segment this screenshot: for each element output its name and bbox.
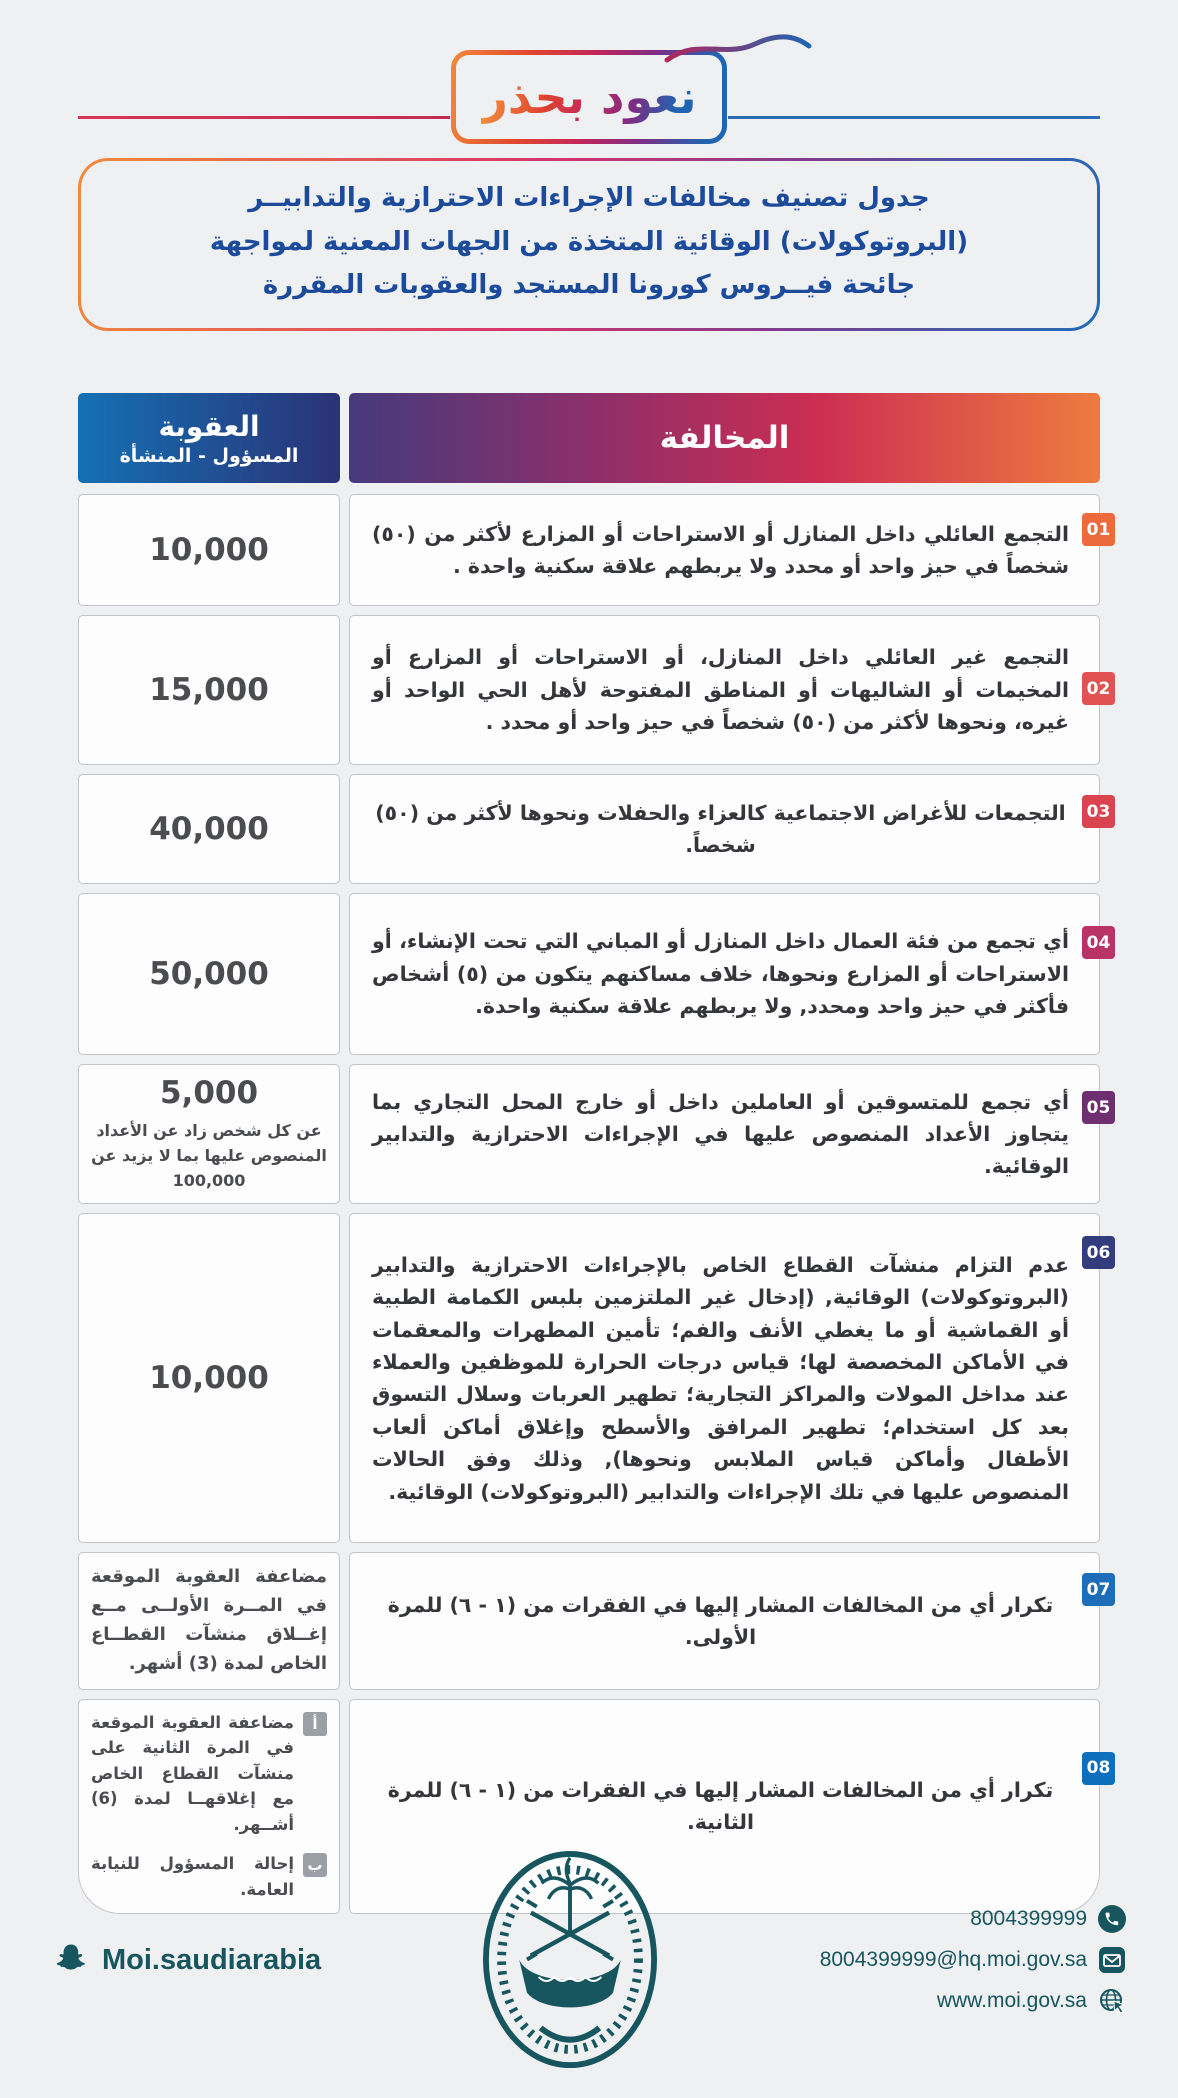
table-row bbox=[78, 494, 1111, 606]
penalty-item-text: إحالة المسؤول للنيابة العامة. bbox=[91, 1854, 294, 1899]
email-line bbox=[820, 1946, 1126, 1974]
table-header bbox=[78, 393, 1100, 483]
violations-table bbox=[78, 393, 1111, 1914]
violation-text: التجمعات للأغراض الاجتماعية كالعزاء والحفلات ونحوها لأكثر من (٥٠) شخصاً. bbox=[375, 800, 1066, 858]
website-line bbox=[820, 1987, 1126, 2015]
snapchat-icon bbox=[52, 1941, 90, 1979]
letter-badge-a: أ bbox=[303, 1712, 327, 1736]
table-row bbox=[78, 1213, 1111, 1543]
row-number-badge: 03 bbox=[1082, 795, 1115, 828]
violation-cell bbox=[349, 494, 1111, 606]
penalty-note: عن كل شخص زاد عن الأعداد المنصوص عليها بما لا يزيد عن 100,000 bbox=[91, 1121, 327, 1190]
contact-block bbox=[820, 1905, 1126, 2015]
violation-cell bbox=[349, 1552, 1111, 1689]
violation-cell bbox=[349, 1213, 1111, 1543]
row-number-badge: 02 bbox=[1082, 672, 1115, 705]
row-number-badge: 01 bbox=[1082, 513, 1115, 546]
campaign-logo-text: نعود بحذر bbox=[481, 70, 697, 124]
violation-text: أي تجمع من فئة العمال داخل المنازل أو المباني التي تحت الإنشاء، أو الاستراحات أو المزارع ونحوها، خلاف مساكنهم يتكون من (٥) أشخاص فأكثر في حيز واحد ومحدد, ولا يربطهم علاقة سكنية واحدة. bbox=[372, 929, 1069, 1019]
email-icon bbox=[1098, 1946, 1126, 1974]
penalty-item-a bbox=[91, 1710, 327, 1838]
penalty-header-title: العقوبة bbox=[158, 409, 260, 443]
table-row bbox=[78, 1552, 1111, 1689]
table-row bbox=[78, 774, 1111, 884]
penalty-amount: 10,000 bbox=[149, 1360, 269, 1397]
snapchat-handle: Moi.saudiarabia bbox=[102, 1943, 322, 1976]
violation-text: تكرار أي من المخالفات المشار إليها في الفقرات من (١ - ٦) للمرة الثانية. bbox=[387, 1777, 1054, 1835]
penalty-header-subtitle: المسؤول - المنشأة bbox=[119, 444, 299, 467]
violation-text: تكرار أي من المخالفات المشار إليها في الفقرات من (١ - ٦) للمرة الأولى. bbox=[387, 1592, 1054, 1649]
globe-cursor-icon bbox=[1098, 1987, 1126, 2015]
title-line-3: جائحة فيــروس كورونا المستجد والعقوبات المقررة bbox=[262, 270, 916, 301]
moi-emblem bbox=[478, 1850, 663, 2070]
phone-number: 8004399999 bbox=[970, 1907, 1087, 1930]
email-address: 8004399999@hq.moi.gov.sa bbox=[819, 1948, 1087, 1971]
footer bbox=[0, 1850, 1178, 2070]
penalty-amount: 40,000 bbox=[149, 811, 269, 848]
violation-text: أي تجمع للمتسوقين أو العاملين داخل أو خارج المحل التجاري بما يتجاوز الأعداد المنصوص عليها في الإجراءات الاحترازية والتدابير الوقائية. bbox=[372, 1089, 1069, 1179]
penalty-amount: 50,000 bbox=[149, 956, 269, 993]
penalty-cell bbox=[78, 1552, 340, 1689]
violation-cell bbox=[349, 615, 1111, 765]
row-number-badge: 05 bbox=[1082, 1091, 1115, 1124]
swoosh-flourish-icon bbox=[663, 34, 813, 68]
logo-line-left-decor bbox=[78, 116, 450, 119]
campaign-logo bbox=[78, 50, 1100, 146]
title-line-2: (البروتوكولات) الوقائية المتخذة من الجهات المعنية لمواجهة bbox=[209, 226, 969, 257]
penalty-amount: 10,000 bbox=[149, 532, 269, 569]
violation-text: التجمع غير العائلي داخل المنازل، أو الاستراحات أو المزارع أو المخيمات أو الشاليهات أو المناطق المفتوحة لأهل الحي الواحد أو غيره، ونحوها لأكثر من (٥٠) شخصاً في حيز واحد أو محدد . bbox=[372, 645, 1069, 735]
row-number-badge: 04 bbox=[1082, 926, 1115, 959]
penalty-cell bbox=[78, 494, 340, 606]
title-line-1: جدول تصنيف مخالفات الإجراءات الاحترازية والتدابيــر bbox=[248, 183, 930, 213]
violation-text: عدم التزام منشآت القطاع الخاص بالإجراءات الاحترازية والتدابير (البروتوكولات) الوقائية, (إدخال غير الملتزمين بلبس الكمامة الطبية أو القماشية أو ما يغطي الأنف والفم؛ تأمين المطهرات والمعقمات في الأماكن المخصصة لها؛ قياس درجات الحرارة للموظفين والعملاء عند مداخل المولات والمراكز التجارية؛ تطهير العربات وسلال التسوق بعد كل استخدام؛ تطهير المرافق والأسطح وإغلاق أماكن ألعاب الأطفال وأماكن قياس الملابس ونحوها), وذلك وفق الحالات المنصوص عليها في تلك الإجراءات والتدابير (البروتوكولات) الوقائية. bbox=[372, 1252, 1069, 1504]
website-url: www.moi.gov.sa bbox=[936, 1989, 1087, 2012]
table-row bbox=[78, 893, 1111, 1055]
logo-line-right-decor bbox=[728, 116, 1100, 119]
row-number-badge: 08 bbox=[1082, 1752, 1115, 1785]
penalty-cell bbox=[78, 774, 340, 884]
penalty-cell bbox=[78, 1213, 340, 1543]
row-number-badge: 06 bbox=[1082, 1236, 1115, 1269]
penalty-cell bbox=[78, 1064, 340, 1204]
penalty-cell bbox=[78, 893, 340, 1055]
penalty-cell bbox=[78, 615, 340, 765]
penalty-text: مضاعفة العقوبة الموقعة في المــرة الأولــى مــع إغــلاق منشآت القطــاع الخاص لمدة (3) أشهر. bbox=[91, 1566, 327, 1674]
letter-badge-b: ب bbox=[303, 1853, 327, 1877]
phone-icon bbox=[1098, 1905, 1126, 1933]
violation-cell bbox=[349, 1064, 1111, 1204]
penalty-amount: 15,000 bbox=[149, 672, 269, 709]
page bbox=[78, 50, 1111, 1914]
violation-cell bbox=[349, 893, 1111, 1055]
table-row bbox=[78, 1064, 1111, 1204]
phone-line bbox=[820, 1905, 1126, 1933]
penalty-amount: 5,000 bbox=[159, 1075, 259, 1112]
title-frame bbox=[78, 158, 1100, 331]
table-row bbox=[78, 615, 1111, 765]
violation-text: التجمع العائلي داخل المنازل أو الاستراحات أو المزارع لأكثر من (٥٠) شخصاً في حيز واحد أو محدد ولا يربطهم علاقة سكنية واحدة . bbox=[372, 521, 1069, 579]
logo-frame bbox=[451, 50, 727, 144]
violation-column-header: المخالفة bbox=[349, 393, 1100, 483]
penalty-item-text: مضاعفة العقوبة الموقعة في المرة الثانية على منشآت القطاع الخاص مع إغلاقهــا لمدة (6) أشــهر. bbox=[91, 1712, 294, 1834]
penalty-column-header bbox=[78, 393, 340, 483]
violation-cell bbox=[349, 774, 1111, 884]
snapchat-block bbox=[52, 1941, 321, 1979]
title-box bbox=[81, 161, 1097, 328]
row-number-badge: 07 bbox=[1082, 1573, 1115, 1606]
